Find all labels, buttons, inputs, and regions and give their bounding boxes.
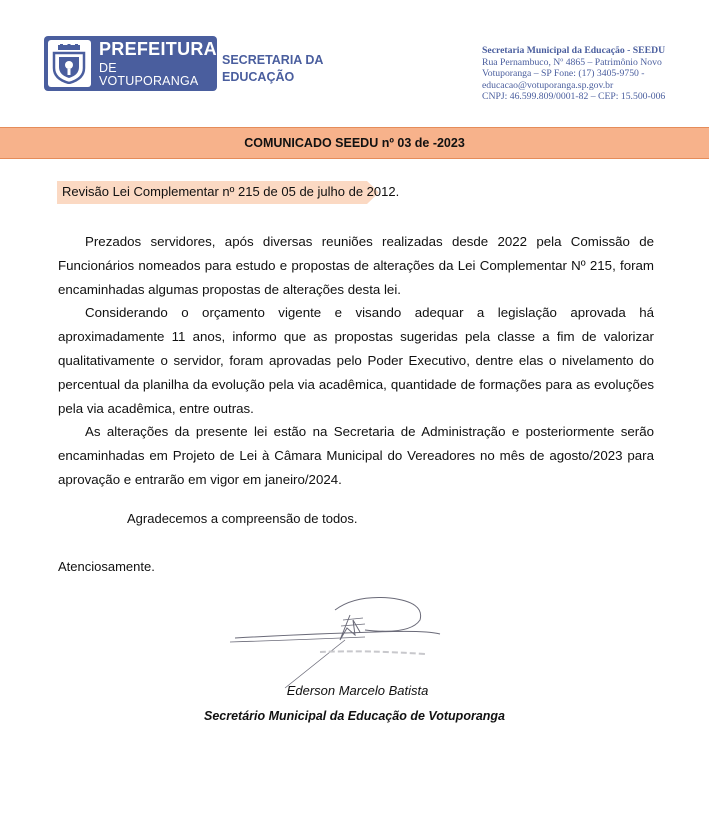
department-name xyxy=(222,52,323,86)
subject-text: Revisão Lei Complementar nº 215 de 05 de julho de 2012. xyxy=(62,184,400,199)
letter-body xyxy=(58,230,654,492)
title-banner xyxy=(0,127,709,159)
contact-block xyxy=(482,45,702,103)
city-crest-icon xyxy=(48,40,91,87)
department-line-1: SECRETARIA DA xyxy=(222,53,324,67)
contact-email: educacao@votuporanga.sp.gov.br xyxy=(482,79,614,91)
contact-title: Secretaria Municipal da Educação - SEEDU xyxy=(482,45,666,56)
closing-line: Atenciosamente. xyxy=(58,559,155,574)
department-line-2: EDUCAÇÃO xyxy=(222,70,295,84)
paragraph-2: Considerando o orçamento vigente e visando adequar a legislação aprovada há aproximadamente 11 anos, informo que as propostas sugeridas pela classe a fim de valorizar qualitativamente o servidor, foram aprovadas pelo Poder Executivo, dentre elas o nivelamento do percentual da planilha da evolução pela via acadêmica, quantidade de formações para as evoluções pela via acadêmica, entre outras. xyxy=(58,305,654,416)
contact-cnpj: CNPJ: 46.599.809/0001-82 – CEP: 15.500-006 xyxy=(482,91,666,103)
paragraph-1: Prezados servidores, após diversas reuniões realizadas desde 2022 pela Comissão de Funcionários nomeados para estudo e propostas de alterações da Lei Complementar Nº 215, foram encaminhadas algumas propostas de alterações desta lei. xyxy=(58,234,654,297)
contact-phone: Votuporanga – SP Fone: (17) 3405-9750 - xyxy=(482,68,645,80)
prefeitura-logo xyxy=(44,36,217,91)
subject-tag xyxy=(57,181,400,204)
contact-address: Rua Pernambuco, Nº 4865 – Patrimônio Novo xyxy=(482,56,662,68)
logo-title: PREFEITURA xyxy=(98,39,217,59)
document-title: COMUNICADO SEEDU nº 03 de -2023 xyxy=(244,136,465,150)
handwritten-signature xyxy=(225,590,455,695)
signer-name: Ederson Marcelo Batista xyxy=(286,683,429,698)
signer-role: Secretário Municipal da Educação de Votuporanga xyxy=(204,709,505,723)
thanks-line: Agradecemos a compreensão de todos. xyxy=(127,511,358,526)
logo-subtitle: DE VOTUPORANGA xyxy=(98,61,199,88)
paragraph-3: As alterações da presente lei estão na Secretaria de Administração e posteriormente serão encaminhadas em Projeto de Lei à Câmara Municipal do Vereadores no mês de agosto/2023 para aprovação e entrarão em vigor em janeiro/2024. xyxy=(58,424,654,487)
